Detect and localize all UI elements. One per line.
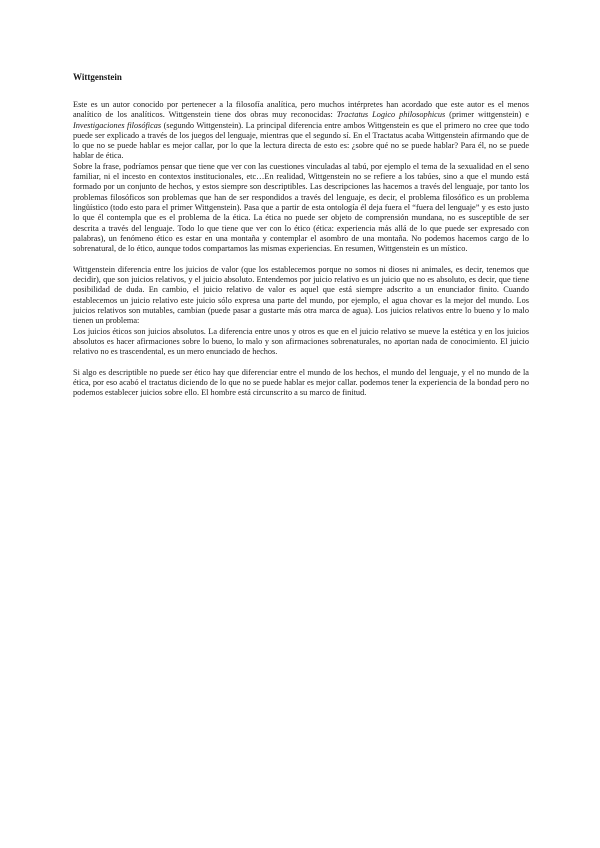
paragraph-intro-text-c: (segundo Wittgenstein). La principal diferencia entre ambos Wittgenstein es que el primero no cree que todo puede ser explicado a través de los juegos del lenguaje, mientras que el segundo sí. En el Tractatus acaba Wittgenstein afirmando que de lo que no se puede hablar es mejor callar, por lo que la lectura directa de esto es: ¿sobre qué no se puede hablar? Para él, no se puede hablar de ética. <box>73 120 529 161</box>
paragraph-juicios-valor: Wittgenstein diferencia entre los juicios de valor (que los establecemos porque no somos ni dioses ni animales, es decir, tenemos que decidir), que son juicios relativos, y el juicio absoluto. Entendemos por juicio relativo es un juicio que no es absoluto, es decir, que tiene posibilidad de duda. En cambio, el juicio relativo de valor es aquel que está siempre adscrito a un enunciador finito. Cuando establecemos un juicio relativo este juicio sólo expresa una parte del mundo, por ejemplo, el agua chovar es la mejor del mundo. Los juicios relativos son mutables, cambian (puede pasar a gustarte más otra marca de agua). Los juicios relativos entre lo bueno y lo malo tienen un problema: <box>73 264 529 326</box>
paragraph-intro-text-b: (primer wittgenstein) e <box>445 110 529 120</box>
document-body <box>73 100 529 399</box>
paragraph-juicios-eticos: Los juicios éticos son juicios absolutos. La diferencia entre unos y otros es que en el juicio relativo se mueve la estética y en los juicios absolutos es hacer afirmaciones sobre lo bueno, lo malo y son afirmaciones sobrenaturales, no aportan nada de conocimiento. El juicio relativo no es trascendental, es un mero enunciado de hechos. <box>73 326 529 357</box>
document-title: Wittgenstein <box>73 72 122 82</box>
paragraph-intro-text-a: Este es un autor conocido por pertenecer a la filosofía analítica, pero muchos intérpretes han acordado que este autor es el menos analítico de los analíticos. Wittgenstein tiene dos obras muy reconocidas: <box>73 100 529 120</box>
paragraph-intro <box>73 100 529 162</box>
paragraph-conclusion: Si algo es descriptible no puede ser ético hay que diferenciar entre el mundo de los hechos, el mundo del lenguaje, y el no mundo de la ética, por eso acabó el tractatus diciendo de lo que no se puede hablar es mejor callar. podemos tener la experiencia de la bondad pero no podemos establecer juicios sobre ello. El hombre está circunscrito a su marco de finitud. <box>73 367 529 398</box>
paragraph-tabu: Sobre la frase, podríamos pensar que tiene que ver con las cuestiones vinculadas al tabú, por ejemplo el tema de la sexualidad en el seno familiar, ni el incesto en contextos institucionales, etc…En realidad, Wittgenstein no se refiere a los tabúes, sino a que el mundo está formado por un conjunto de hechos, y estos siempre son descriptibles. Las descripciones las hacemos a través del lenguaje, por tanto los problemas filosóficos son problemas que han de ser respondidos a través del lenguaje, es decir, el problema filosófico es un problema lingüístico (todo esto para el primer Wittgenstein). Pasa que a partir de esta ontología él deja fuera el “fuera del lenguaje” y es esto justo lo que él contempla que es el problema de la ética. La ética no puede ser objeto de comprensión mundana, no es susceptible de ser descrita a través del lenguaje. Todo lo que tiene que ver con lo ético (ética: experiencia más allá de lo que puede ser expresado con palabras), un fenómeno ético es estar en una montaña y contemplar el asombro de una montaña. No podemos hacemos cargo de lo sobrenatural, de lo ético, aunque todos compartamos las mismas experiencias. En resumen, Wittgenstein es un místico. <box>73 161 529 254</box>
work-title-tractatus: Tractatus Logico philosophicus <box>336 110 446 120</box>
work-title-investigaciones: Investigaciones filosóficas <box>73 120 162 130</box>
